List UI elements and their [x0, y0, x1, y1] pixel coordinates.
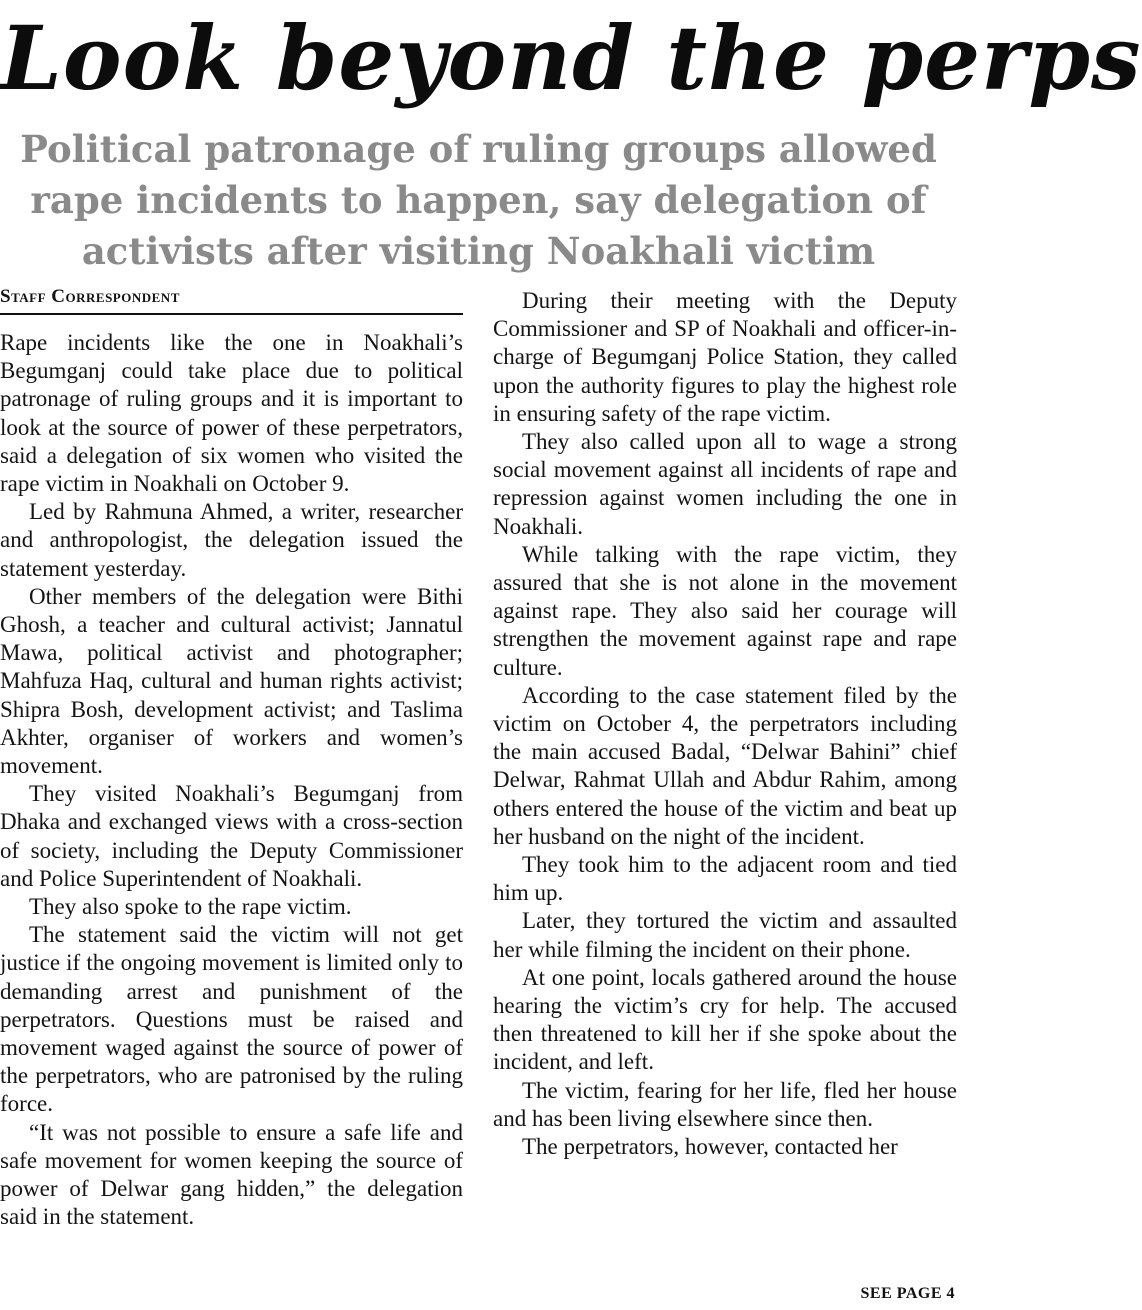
paragraph: They also called upon all to wage a strong social movement against all incidents of rape and repression against women including the one in Noakhali. [493, 429, 957, 539]
headline: Look beyond the perps [0, 6, 1142, 110]
paragraph: They also spoke to the rape victim. [29, 894, 352, 920]
article-column-right [493, 287, 957, 1161]
paragraph: At one point, locals gathered around the house hearing the victim’s cry for help. The accused then threatened to kill her if she spoke about the incident, and left. [493, 964, 957, 1075]
paragraph: Rape incidents like the one in Noakhali’s Begumganj could take place due to political patronage of ruling groups and it is important to look at the source of power of these perpetrators, said a delegation of six women who visited the rape victim in Noakhali on October 9. [0, 330, 463, 497]
paragraph: The victim, fearing for her life, fled her house and has been living elsewhere since then. [493, 1077, 957, 1131]
byline-rule [0, 313, 463, 315]
paragraph: They visited Noakhali’s Begumganj from Dhaka and exchanged views with a cross-section of society, including the Deputy Commissioner and Police Superintendent of Noakhali. [0, 781, 463, 891]
subheadline: Political patronage of ruling groups allowed rape incidents to happen, say delegation of activists after visiting Noakhali victim [20, 127, 937, 273]
paragraph: Other members of the delegation were Bithi Ghosh, a teacher and cultural activist; Jannatul Mawa, political activist and photographer; Mahfuza Haq, cultural and human rights activist; Shipra Bosh, development activist; and Taslima Akhter, organiser of workers and women’s movement. [0, 583, 463, 779]
paragraph: “It was not possible to ensure a safe life and safe movement for women keeping the source of power of Delwar gang hidden,” the delegation said in the statement. [0, 1119, 463, 1230]
paragraph: The statement said the victim will not get justice if the ongoing movement is limited only to demanding arrest and punishment of the perpetrators. Questions must be raised and movement waged against the source of power of the perpetrators, who are patronised by the ruling force. [0, 922, 463, 1117]
paragraph: The perpetrators, however, contacted her [522, 1134, 898, 1160]
paragraph: Later, they tortured the victim and assaulted her while filming the incident on their phone. [493, 908, 957, 962]
article-column-left [0, 329, 463, 1232]
byline: Staff Correspondent [0, 286, 180, 307]
paragraph: While talking with the rape victim, they assured that she is not alone in the movement against rape. They also said her courage will strengthen the movement against rape and rape culture. [493, 541, 957, 680]
paragraph: They took him to the adjacent room and tied him up. [493, 852, 957, 906]
paragraph: Led by Rahmuna Ahmed, a writer, researcher and anthropologist, the delegation issued the statement yesterday. [0, 499, 463, 581]
continued-page-link[interactable]: SEE PAGE 4 [860, 1285, 955, 1302]
paragraph: According to the case statement filed by the victim on October 4, the perpetrators including the main accused Badal, “Delwar Bahini” chief Delwar, Rahmat Ullah and Abdur Rahim, among others entered the house of the victim and beat up her husband on the night of the incident. [493, 682, 957, 849]
paragraph: During their meeting with the Deputy Commissioner and SP of Noakhali and officer-in-charge of Begumganj Police Station, they called upon the authority figures to play the highest role in ensuring safety of the rape victim. [493, 288, 957, 426]
